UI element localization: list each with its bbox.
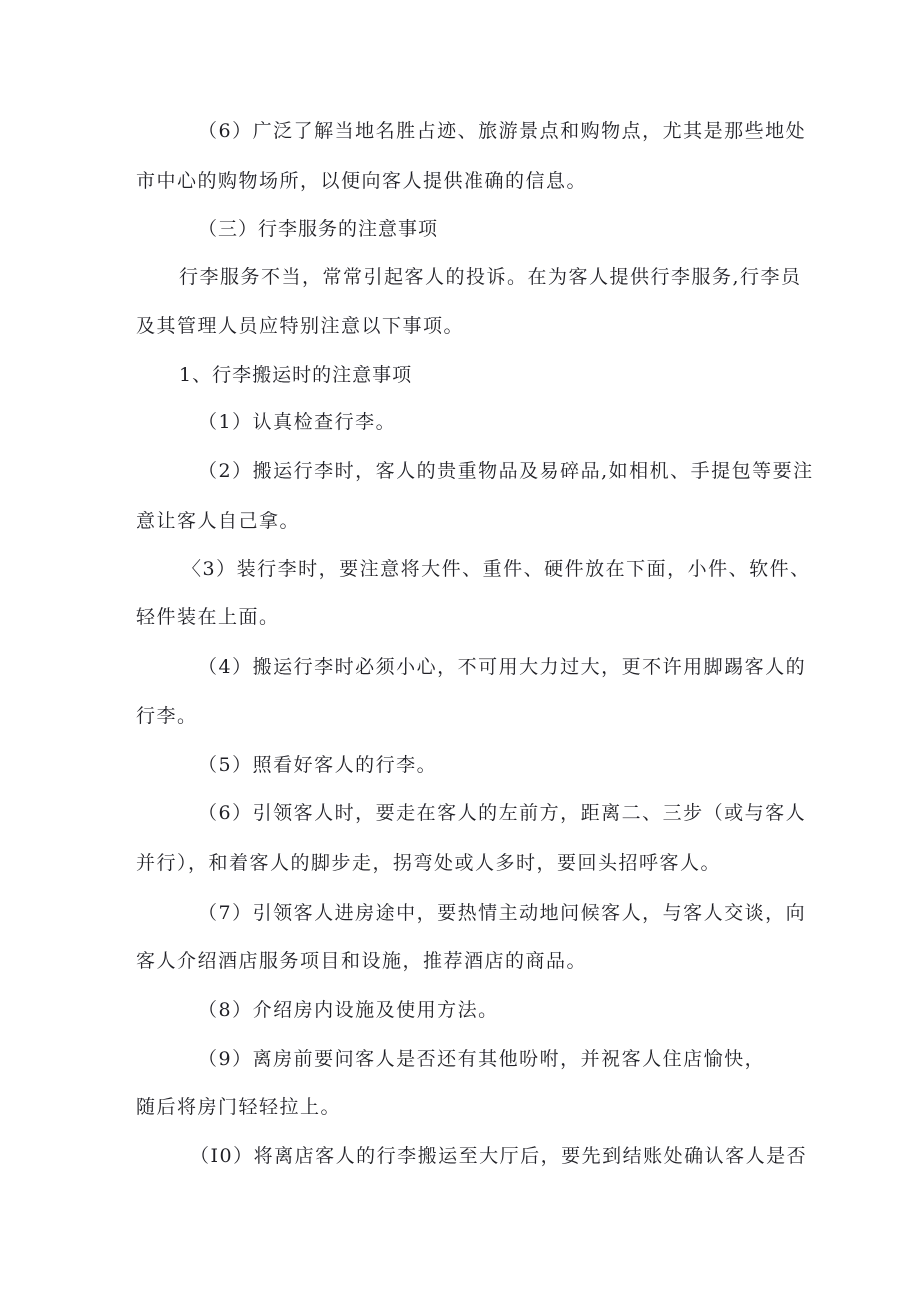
subsection-heading: 1、行李搬运时的注意事项 [179,364,413,386]
list-item: （4）搬运行李时必须小心，不可用大力过大，更不许用脚踢客人的 [198,656,807,678]
list-item: （9）离房前要问客人是否还有其他吩咐，并祝客人住店愉快， [198,1048,766,1070]
list-item: （6）引领客人时，要走在客人的左前方，距离二、三步（或与客人 [198,802,807,824]
list-item: （2）搬运行李时，客人的贵重物品及易碎品,如相机、手提包等要注 [198,460,814,482]
paragraph-line: （6）广泛了解当地名胜占迹、旅游景点和购物点，尤其是那些地处 [198,120,807,142]
list-item-continuation: 并行），和着客人的脚步走，拐弯处或人多时，要回头招呼客人。 [136,852,722,874]
list-item-continuation: 随后将房门轻轻拉上。 [136,1096,342,1118]
paragraph-line: 市中心的购物场所，以便向客人提供准确的信息。 [136,170,588,192]
list-item: （8）介绍房内设施及使用方法。 [198,999,499,1021]
list-item-continuation: 意让客人自己拿。 [136,510,301,532]
list-item: （5）照看好客人的行李。 [198,754,438,776]
list-item: 〈3）装行李时，要注意将大件、重件、硬件放在下面，小件、软件、 [182,558,811,580]
paragraph-line: 行李服务不当，常常引起客人的投诉。在为客人提供行李服务,行李员 [179,266,802,288]
list-item-continuation: 行李。 [136,705,198,727]
list-item-continuation: 轻件装在上面。 [136,606,280,628]
list-item: （I0）将离店客人的行李搬运至大厅后，要先到结账处确认客人是否 [190,1145,808,1167]
list-item: （7）引领客人进房途中，要热情主动地问候客人，与客人交谈，向 [198,902,807,924]
section-heading: （三）行李服务的注意事项 [198,218,439,240]
list-item-continuation: 客人介绍酒店服务项目和设施，推荐酒店的商品。 [136,950,588,972]
paragraph-line: 及其管理人员应特别注意以下事项。 [136,315,465,337]
list-item: （1）认真检查行李。 [198,411,397,433]
